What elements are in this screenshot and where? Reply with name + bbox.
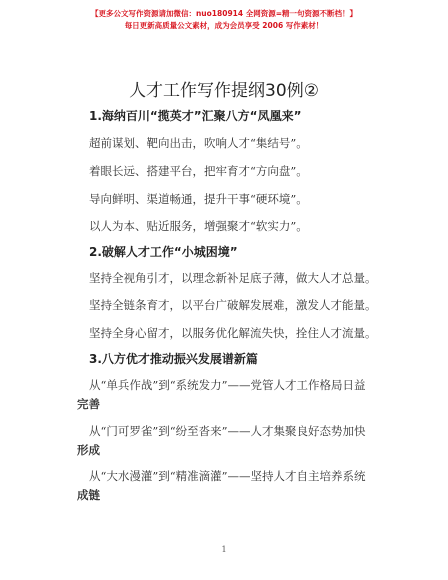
section-3-point-2-continued: 形成 bbox=[77, 443, 100, 457]
section-3-point-2: 从“门可罗雀”到“纷至沓来”——人才集聚良好态势加快 bbox=[89, 424, 366, 438]
section-3-point-3-continued: 成链 bbox=[77, 488, 100, 502]
promo-banner-line-1: 【更多公文写作资源请加微信：nuo180914 全网资源=精一句资源不断档！】 bbox=[90, 9, 358, 18]
section-1-point-3: 导向鲜明、渠道畅通，提升干事“硬环境”。 bbox=[89, 192, 308, 206]
section-3-heading: 3.八方优才推动振兴发展谱新篇 bbox=[89, 352, 258, 366]
document-title: 人才工作写作提纲30例② bbox=[129, 81, 319, 101]
section-1-point-2: 着眼长远、搭建平台，把牢育才“方向盘”。 bbox=[89, 164, 308, 178]
section-3-point-1: 从“单兵作战”到“系统发力”——党管人才工作格局日益 bbox=[89, 378, 366, 392]
section-3-point-3: 从“大水漫灌”到“精准滴灌”——坚持人才自主培养系统 bbox=[89, 469, 366, 483]
section-2-point-3: 坚持全身心留才，以服务优化解流失快，拴住人才流量。 bbox=[89, 326, 377, 340]
promo-banner-line-2: 每日更新高质量公文素材，成为会员享受 2006 写作素材！ bbox=[124, 21, 324, 30]
page-number: 1 bbox=[221, 545, 227, 554]
section-1-point-4: 以人为本、贴近服务，增强聚才“软实力”。 bbox=[89, 219, 308, 233]
section-2-point-1: 坚持全视角引才，以理念新补足底子薄，做大人才总量。 bbox=[89, 271, 377, 285]
section-3-point-1-continued: 完善 bbox=[77, 397, 100, 411]
section-1-heading: 1.海纳百川“揽英才”汇聚八方“凤凰来” bbox=[89, 109, 302, 123]
section-2-heading: 2.破解人才工作“小城困境” bbox=[89, 245, 238, 259]
section-2-point-2: 坚持全链条育才，以平台广破解发展难，激发人才能量。 bbox=[89, 298, 377, 312]
section-1-point-1: 超前谋划、靶向出击，吹响人才“集结号”。 bbox=[89, 136, 308, 150]
